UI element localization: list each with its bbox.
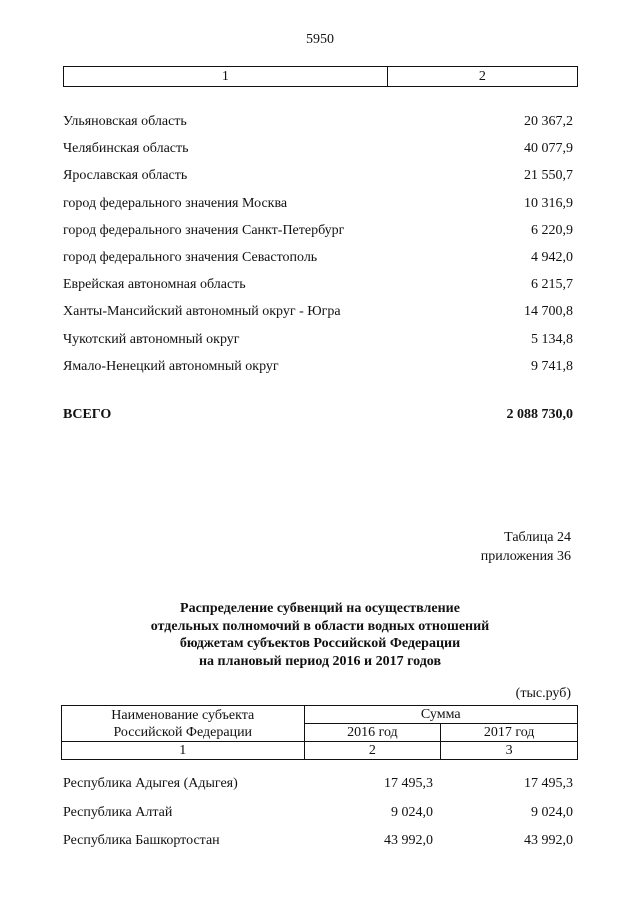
- value-2017: 17 495,3: [524, 776, 573, 791]
- table-row: [63, 190, 573, 217]
- value-2017: 43 992,0: [524, 833, 573, 848]
- table-reference: [481, 528, 571, 566]
- table-row: [63, 353, 573, 380]
- value-2016: 9 024,0: [391, 804, 433, 820]
- total-row: [63, 407, 573, 423]
- region-name: Ярославская область: [63, 168, 188, 184]
- table-reference-line2: приложения 36: [480, 549, 571, 564]
- section-title: [0, 600, 640, 670]
- region-name: город федерального значения Москва: [63, 195, 288, 211]
- table-row: [63, 135, 573, 162]
- region-name: Республика Башкортостан: [63, 833, 220, 848]
- total-value: 2 088 730,0: [506, 407, 573, 422]
- region-value: 20 367,2: [524, 114, 573, 129]
- title-line: бюджетам субъектов Российской Федерации: [179, 636, 461, 651]
- column-number-2: 2: [304, 742, 441, 760]
- table-row: [63, 326, 573, 353]
- title-line: на плановый период 2016 и 2017 годов: [198, 653, 442, 669]
- table-row: [63, 244, 573, 271]
- table-row: [63, 827, 573, 856]
- table1-header-col1: 1: [64, 67, 388, 87]
- column-header-name: [62, 706, 305, 742]
- region-name: Республика Алтай: [63, 804, 173, 820]
- column-number-1: 1: [62, 742, 305, 760]
- column-header-2017: 2017 год: [441, 724, 578, 742]
- table-row: [63, 162, 573, 189]
- region-value: 21 550,7: [524, 168, 573, 184]
- region-name: Ямало-Ненецкий автономный округ: [63, 358, 279, 374]
- region-name: Республика Адыгея (Адыгея): [63, 776, 238, 791]
- table1-header: [63, 66, 578, 87]
- region-value: 9 741,8: [531, 358, 573, 374]
- title-line: Распределение субвенций на осуществление: [180, 601, 460, 616]
- value-2017: 9 024,0: [531, 804, 573, 820]
- column-header-name-line2: Российской Федерации: [113, 724, 253, 740]
- page-number: 5950: [306, 32, 334, 47]
- title-line: отдельных полномочий в области водных отношений: [150, 618, 490, 634]
- value-2016: 17 495,3: [384, 776, 433, 791]
- region-value: 5 134,8: [531, 331, 573, 347]
- region-name: Еврейская автономная область: [63, 277, 246, 293]
- column-number-3: 3: [441, 742, 578, 760]
- column-header-name-line1: Наименование субъекта: [111, 707, 255, 723]
- region-name: город федерального значения Санкт-Петербург: [63, 222, 345, 238]
- table-row: [63, 108, 573, 135]
- column-header-2016: 2016 год: [304, 724, 441, 742]
- region-value: 6 215,7: [531, 277, 573, 293]
- table1-header-col2: 2: [387, 67, 577, 87]
- region-name: город федерального значения Севастополь: [63, 249, 318, 265]
- total-label: ВСЕГО: [63, 407, 112, 422]
- region-name: Ульяновская область: [63, 114, 187, 129]
- table-reference-line1: Таблица 24: [504, 530, 571, 545]
- table-row: [63, 217, 573, 244]
- region-value: 40 077,9: [524, 141, 573, 157]
- region-value: 4 942,0: [531, 249, 573, 265]
- column-header-sum: Сумма: [304, 706, 577, 724]
- table-row: [63, 271, 573, 298]
- region-name: Чукотский автономный округ: [63, 331, 240, 347]
- table-row: [63, 298, 573, 325]
- table1-body: [63, 108, 573, 380]
- table-row: [63, 799, 573, 828]
- unit-label: (тыс.руб): [515, 686, 571, 701]
- region-value: 10 316,9: [524, 195, 573, 211]
- table2-body: [63, 770, 573, 856]
- value-2016: 43 992,0: [384, 833, 433, 848]
- region-name: Ханты-Мансийский автономный округ - Югра: [63, 304, 341, 320]
- table-row: [63, 770, 573, 799]
- region-value: 14 700,8: [524, 304, 573, 320]
- region-name: Челябинская область: [63, 141, 189, 157]
- table2-header: [61, 705, 578, 760]
- region-value: 6 220,9: [531, 222, 573, 238]
